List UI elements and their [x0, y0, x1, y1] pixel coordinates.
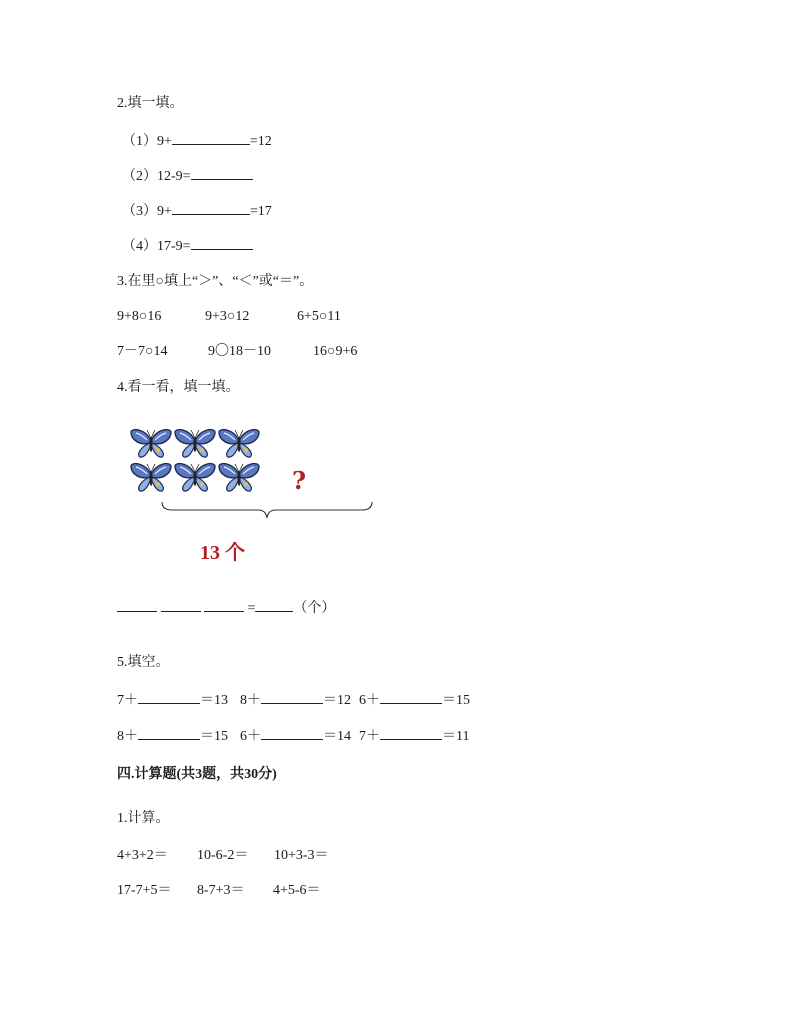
q2-item-number: （1） [122, 134, 157, 149]
total-count-label: 13 个 [200, 542, 245, 564]
compare-expression: 9+8○16 [117, 309, 162, 324]
calc-expression: 4+5-6＝ [273, 883, 321, 898]
q2-item-suffix: =17 [249, 204, 272, 219]
q4-title: 4.看一看，填一填。 [117, 380, 240, 395]
answer-blank[interactable] [255, 597, 293, 612]
q2-item-prefix: 17-9= [157, 239, 191, 254]
answer-blank[interactable] [172, 200, 250, 215]
butterfly-icon [219, 430, 259, 457]
q2-item-2 [122, 165, 253, 187]
butterfly-icon [219, 464, 259, 491]
answer-blank[interactable] [191, 165, 253, 180]
answer-blank[interactable] [172, 130, 250, 145]
answer-blank[interactable] [191, 235, 253, 250]
q2-item-number: （2） [122, 169, 157, 184]
answer-blank[interactable] [380, 725, 442, 740]
c1-title: 1.计算。 [117, 811, 170, 826]
q2-item-number: （4） [122, 239, 157, 254]
answer-blank[interactable] [161, 597, 201, 612]
unit-label: （个） [293, 601, 336, 616]
q5-title: 5.填空。 [117, 655, 170, 670]
butterfly-group [130, 426, 262, 494]
answer-blank[interactable] [261, 725, 323, 740]
answer-blank[interactable] [204, 597, 244, 612]
q5-prefix: 6＋ [240, 729, 261, 744]
q5-suffix: ＝14 [323, 729, 351, 744]
calc-expression: 8-7+3＝ [197, 883, 245, 898]
q5-suffix: ＝15 [200, 729, 228, 744]
q5-row-2 [117, 725, 469, 747]
q2-item-3 [122, 200, 272, 222]
q5-prefix: 7＋ [117, 693, 138, 708]
section-heading: 四.计算题(共3题，共30分) [117, 767, 277, 782]
compare-expression: 9〇18－10 [208, 344, 271, 359]
q5-prefix: 8＋ [240, 693, 261, 708]
answer-blank[interactable] [117, 597, 157, 612]
butterfly-icon [131, 464, 171, 491]
q5-suffix: ＝13 [200, 693, 228, 708]
calc-expression: 10+3-3＝ [274, 848, 329, 863]
q2-title: 2.填一填。 [117, 96, 184, 111]
q5-row-1 [117, 689, 470, 711]
q5-suffix: ＝11 [442, 729, 470, 744]
question-mark: ? [292, 466, 307, 495]
q2-item-number: （3） [122, 204, 157, 219]
compare-expression: 9+3○12 [205, 309, 250, 324]
q4-answer-row [117, 597, 335, 619]
equals-sign: = [247, 601, 256, 616]
butterfly-icon [131, 430, 171, 457]
butterfly-icon [175, 430, 215, 457]
q5-suffix: ＝12 [323, 693, 351, 708]
answer-blank[interactable] [261, 689, 323, 704]
butterfly-icon [175, 464, 215, 491]
curly-brace [160, 500, 374, 522]
answer-blank[interactable] [138, 689, 200, 704]
compare-expression: 16○9+6 [313, 344, 358, 359]
q2-item-1 [122, 130, 272, 152]
calc-expression: 10-6-2＝ [197, 848, 249, 863]
q5-prefix: 8＋ [117, 729, 138, 744]
q5-suffix: ＝15 [442, 693, 470, 708]
compare-expression: 7－7○14 [117, 344, 168, 359]
q2-item-prefix: 9+ [157, 204, 172, 219]
calc-expression: 17-7+5＝ [117, 883, 172, 898]
q2-item-suffix: =12 [249, 134, 272, 149]
q2-item-prefix: 9+ [157, 134, 172, 149]
q5-prefix: 7＋ [359, 729, 380, 744]
answer-blank[interactable] [380, 689, 442, 704]
q2-item-4 [122, 235, 253, 257]
q3-title: 3.在里○填上“＞”、“＜”或“＝”。 [117, 274, 314, 289]
q5-prefix: 6＋ [359, 693, 380, 708]
answer-blank[interactable] [138, 725, 200, 740]
calc-expression: 4+3+2＝ [117, 848, 168, 863]
compare-expression: 6+5○11 [297, 309, 341, 324]
q2-item-prefix: 12-9= [157, 169, 191, 184]
